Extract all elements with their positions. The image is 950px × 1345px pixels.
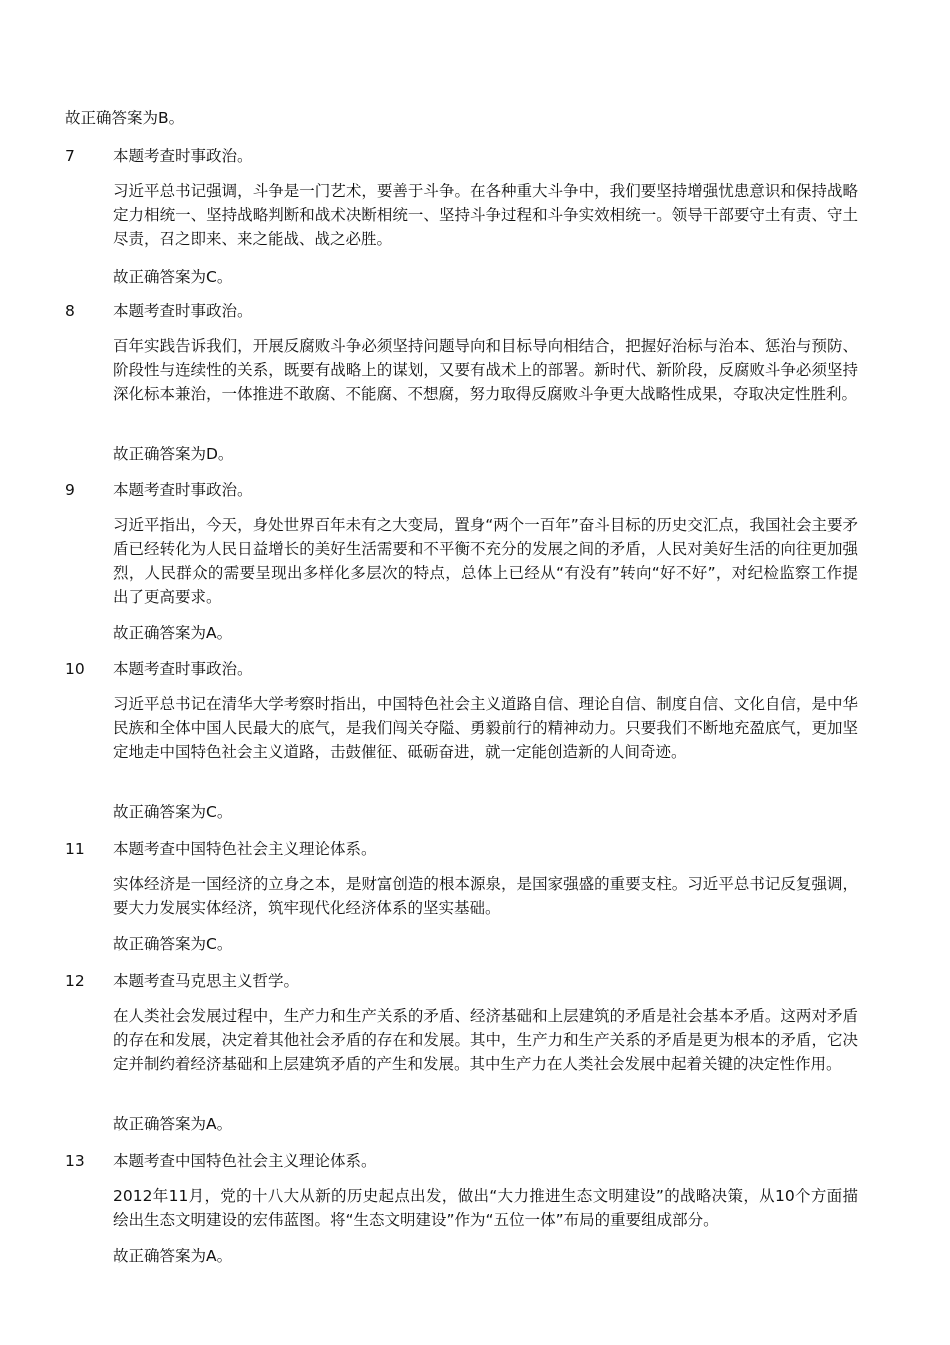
question-number: 7 bbox=[65, 147, 75, 165]
question-answer: 故正确答案为D。 bbox=[113, 445, 234, 463]
question-answer: 故正确答案为C。 bbox=[113, 803, 233, 821]
question-topic: 本题考查中国特色社会主义理论体系。 bbox=[113, 1152, 377, 1170]
question-answer: 故正确答案为A。 bbox=[113, 624, 233, 642]
question-topic: 本题考查时事政治。 bbox=[113, 660, 253, 678]
question-topic: 本题考查时事政治。 bbox=[113, 147, 253, 165]
question-explanation: 习近平指出，今天，身处世界百年未有之大变局，置身“两个一百年”奋斗目标的历史交汇点，我国社会主要矛盾已经转化为人民日益增长的美好生活需要和不平衡不充分的发展之间的矛盾，人民对美好生活的向往更加强烈，人民群众的需要呈现出多样化多层次的特点，总体上已经从“有没有”转向“好不好”，对纪检监察工作提出了更高要求。 bbox=[113, 516, 858, 606]
question-explanation: 习近平总书记强调，斗争是一门艺术，要善于斗争。在各种重大斗争中，我们要坚持增强忧患意识和保持战略定力相统一、坚持战略判断和战术决断相统一、坚持斗争过程和斗争实效相统一。领导干部要守土有责、守土尽责，召之即来、来之能战、战之必胜。 bbox=[113, 182, 858, 248]
question-explanation: 实体经济是一国经济的立身之本，是财富创造的根本源泉，是国家强盛的重要支柱。习近平总书记反复强调，要大力发展实体经济，筑牢现代化经济体系的坚实基础。 bbox=[113, 875, 858, 917]
question-topic: 本题考查马克思主义哲学。 bbox=[113, 972, 300, 990]
question-number: 8 bbox=[65, 302, 75, 320]
question-topic: 本题考查时事政治。 bbox=[113, 302, 253, 320]
question-answer: 故正确答案为A。 bbox=[113, 1247, 233, 1265]
question-topic: 本题考查中国特色社会主义理论体系。 bbox=[113, 840, 377, 858]
question-number: 12 bbox=[65, 972, 85, 990]
question-number: 11 bbox=[65, 840, 85, 858]
question-answer: 故正确答案为C。 bbox=[113, 935, 233, 953]
question-explanation: 在人类社会发展过程中，生产力和生产关系的矛盾、经济基础和上层建筑的矛盾是社会基本矛盾。这两对矛盾的存在和发展，决定着其他社会矛盾的存在和发展。其中，生产力和生产关系的矛盾是更为根本的矛盾，它决定并制约着经济基础和上层建筑矛盾的产生和发展。其中生产力在人类社会发展中起着关键的决定性作用。 bbox=[113, 1007, 858, 1073]
question-number: 9 bbox=[65, 481, 75, 499]
question-topic: 本题考查时事政治。 bbox=[113, 481, 253, 499]
question-answer: 故正确答案为C。 bbox=[113, 268, 233, 286]
question-explanation: 2012年11月，党的十八大从新的历史起点出发，做出“大力推进生态文明建设”的战略决策，从10个方面描绘出生态文明建设的宏伟蓝图。将“生态文明建设”作为“五位一体”布局的重要组成部分。 bbox=[113, 1187, 858, 1229]
question-number: 13 bbox=[65, 1152, 85, 1170]
question-explanation: 习近平总书记在清华大学考察时指出，中国特色社会主义道路自信、理论自信、制度自信、文化自信，是中华民族和全体中国人民最大的底气，是我们闯关夺隘、勇毅前行的精神动力。只要我们不断地充盈底气，更加坚定地走中国特色社会主义道路，击鼓催征、砥砺奋进，就一定能创造新的人间奇迹。 bbox=[113, 695, 858, 761]
question-explanation: 百年实践告诉我们，开展反腐败斗争必须坚持问题导向和目标导向相结合，把握好治标与治本、惩治与预防、阶段性与连续性的关系，既要有战略上的谋划，又要有战术上的部署。新时代、新阶段，反腐败斗争必须坚持深化标本兼治，一体推进不敢腐、不能腐、不想腐，努力取得反腐败斗争更大战略性成果，夺取决定性胜利。 bbox=[113, 337, 858, 403]
intro-answer: 故正确答案为B。 bbox=[65, 109, 185, 127]
question-number: 10 bbox=[65, 660, 85, 678]
question-answer: 故正确答案为A。 bbox=[113, 1115, 233, 1133]
